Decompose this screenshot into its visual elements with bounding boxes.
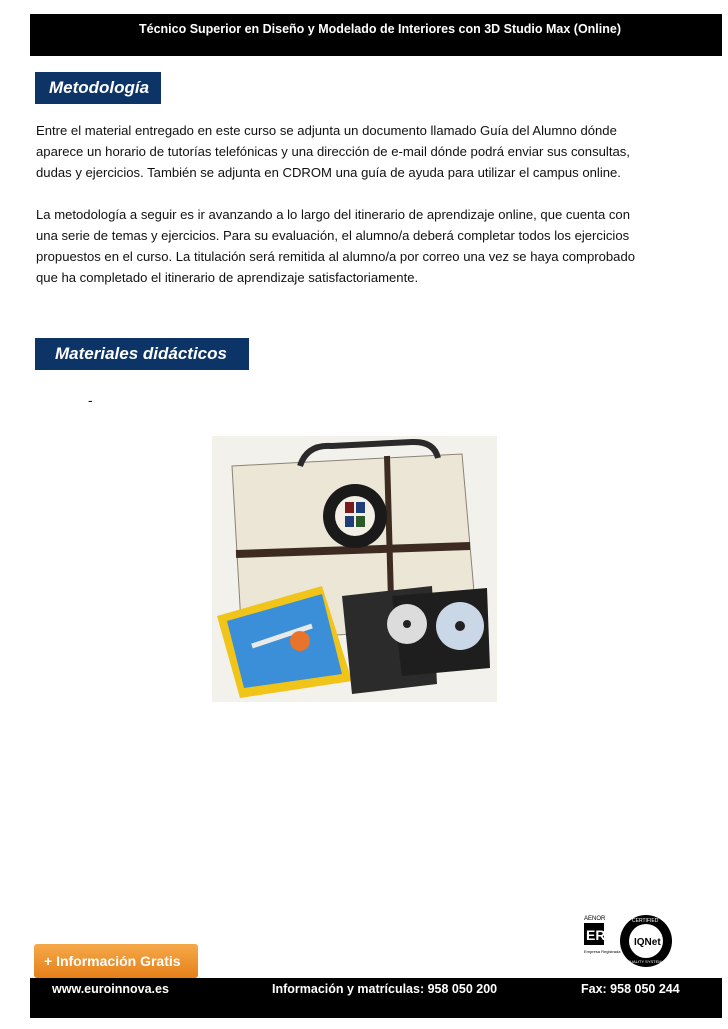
quality-system-label: QUALITY SYSTEM xyxy=(627,959,662,964)
aenor-label: AENOR xyxy=(584,916,606,922)
fax-number: Fax: 958 050 244 xyxy=(581,982,680,996)
methodology-paragraph-2: La metodología a seguir es ir avanzando a lo largo del itinerario de aprendizaje online, que cuenta con una serie de temas y ejercicios. Para su evaluación, el alumno/a deberá completar todos los ejercicios propuestos en el curso. La titulación será remitida al alumno/a por correo una vez se haya comprobado que ha completado el itinerario de aprendizaje satisfactoriamente. xyxy=(36,207,636,285)
er-mark: ER xyxy=(586,927,606,943)
header-bar xyxy=(30,14,722,56)
info-gratis-label: + Información Gratis xyxy=(44,953,181,969)
empresa-registrada-label: Empresa Registrada xyxy=(584,949,621,954)
methodology-heading-label: Metodología xyxy=(49,78,150,97)
materials-heading-label: Materiales didácticos xyxy=(55,344,227,363)
info-phone: Información y matrículas: 958 050 200 xyxy=(272,982,498,996)
aenor-iqnet-certification-logo xyxy=(582,912,676,970)
methodology-heading xyxy=(35,72,161,104)
materials-bullet: - xyxy=(88,392,93,408)
course-title: Técnico Superior en Diseño y Modelado de Interiores con 3D Studio Max (Online) xyxy=(138,22,622,36)
website-link[interactable]: www.euroinnova.es xyxy=(52,982,169,996)
certified-label: CERTIFIED xyxy=(632,918,659,924)
iqnet-label: IQNet xyxy=(634,937,661,948)
info-gratis-button[interactable] xyxy=(34,944,198,978)
footer-bar xyxy=(30,978,722,1018)
materials-heading xyxy=(35,338,249,370)
course-materials-image xyxy=(212,436,497,702)
methodology-paragraph-1: Entre el material entregado en este curso se adjunta un documento llamado Guía del Alumno dónde aparece un horario de tutorías telefónicas y una dirección de e-mail dónde podrá enviar sus consultas, dudas y ejercicios. También se adjunta en CDROM una guía de ayuda para utilizar el campus online. xyxy=(36,123,630,180)
